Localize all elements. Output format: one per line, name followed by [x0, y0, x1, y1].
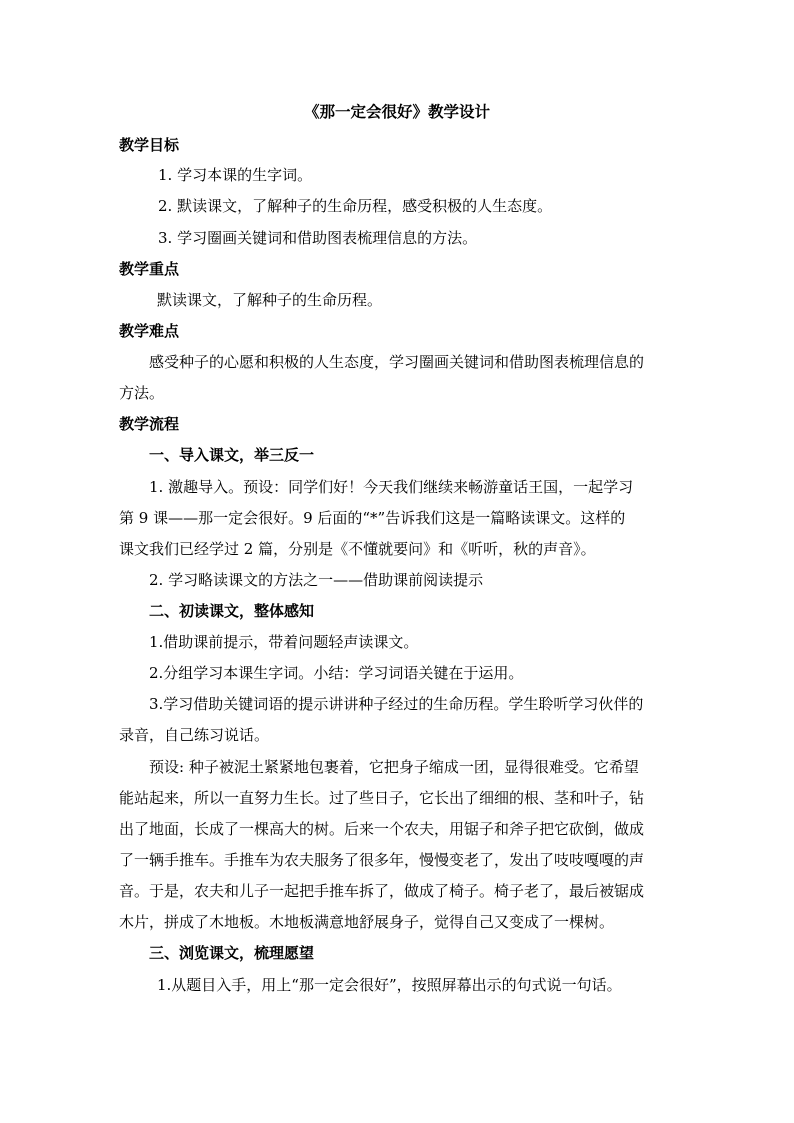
- preset-line-3: 出了地面，长成了一棵高大的树。后来一个农夫，用锯子和斧子把它砍倒，做成: [119, 820, 645, 838]
- document-title: 《那一定会很好》教学设计: [303, 102, 490, 121]
- preset-line-4: 了一辆手推车。手推车为农夫服务了很多年，慢慢变老了，发出了吱吱嘎嘎的声: [119, 851, 645, 869]
- preset-line-1: 预设: 种子被泥土紧紧地包裹着，它把身子缩成一团，显得很难受。它希望: [149, 758, 639, 776]
- goal-item-3: 3. 学习圈画关键词和借助图表梳理信息的方法。: [158, 229, 478, 247]
- part1-paragraph-line-2: 第 9 课——那一定会很好。9 后面的“*”告诉我们这是一篇略读课文。这样的: [119, 509, 626, 527]
- part3-heading: 三、浏览课文，梳理愿望: [149, 944, 315, 962]
- section-heading-goals: 教学目标: [119, 136, 180, 154]
- part1-heading: 一、导入课文，举三反一: [149, 446, 315, 464]
- part3-item-1: 1.从题目入手，用上“那一定会很好”，按照屏幕出示的句式说一句话。: [157, 976, 622, 994]
- section-heading-key-points: 教学重点: [119, 260, 180, 278]
- section-heading-difficulties: 教学难点: [119, 322, 180, 340]
- part2-item-2: 2.分组学习本课生字词。小结：学习词语关键在于运用。: [149, 664, 524, 682]
- goal-item-1: 1. 学习本课的生字词。: [158, 166, 313, 184]
- difficulties-line-1: 感受种子的心愿和积极的人生态度，学习圈画关键词和借助图表梳理信息的: [149, 353, 645, 371]
- key-points-text: 默读课文，了解种子的生命历程。: [157, 291, 383, 309]
- difficulties-line-2: 方法。: [119, 384, 165, 402]
- part1-paragraph-line-1: 1. 激趣导入。预设：同学们好！今天我们继续来畅游童话王国，一起学习: [149, 478, 634, 496]
- preset-line-2: 能站起来，所以一直努力生长。过了些日子，它长出了细细的根、茎和叶子，钻: [119, 789, 645, 807]
- part2-item-3-line-1: 3.学习借助关键词语的提示讲讲种子经过的生命历程。学生聆听学习伙伴的: [149, 695, 644, 713]
- section-heading-process: 教学流程: [119, 415, 180, 433]
- goal-item-2: 2. 默读课文，了解种子的生命历程，感受积极的人生态度。: [158, 197, 553, 215]
- part2-item-3-line-2: 录音，自己练习说话。: [119, 726, 270, 744]
- part1-item-2: 2. 学习略读课文的方法之一——借助课前阅读提示: [149, 571, 484, 589]
- part1-paragraph-line-3: 课文我们已经学过 2 篇，分别是《不懂就要问》和《听听，秋的声音》。: [119, 540, 596, 558]
- preset-line-6: 木片，拼成了木地板。木地板满意地舒展身子，觉得自己又变成了一棵树。: [119, 913, 615, 931]
- preset-line-5: 音。于是，农夫和儿子一起把手推车拆了，做成了椅子。椅子老了，最后被锯成: [119, 882, 645, 900]
- part2-item-1: 1.借助课前提示，带着问题轻声读课文。: [149, 633, 419, 651]
- part2-heading: 二、初读课文，整体感知: [149, 602, 315, 620]
